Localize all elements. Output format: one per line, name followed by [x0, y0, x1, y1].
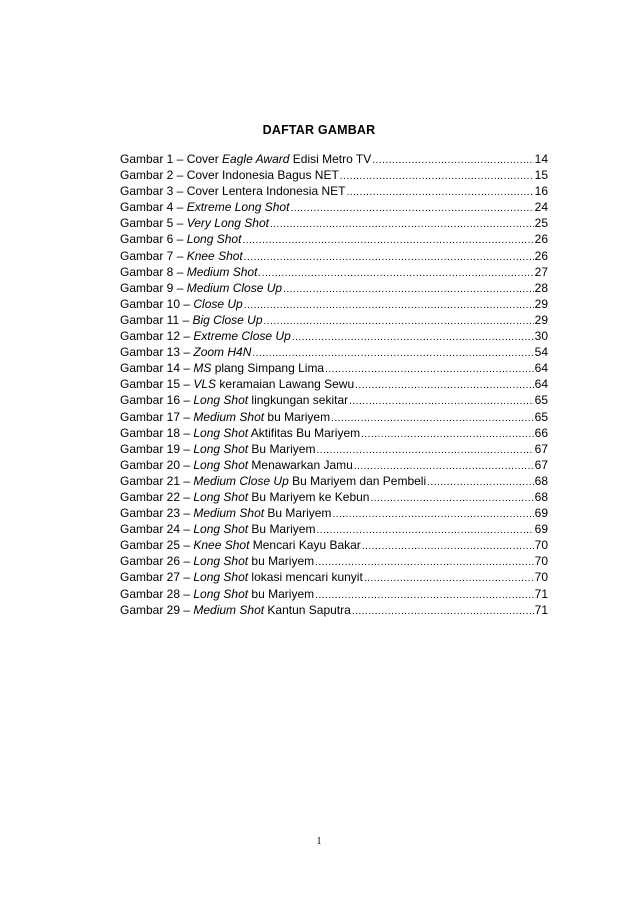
entry-suffix: Bu Mariyem ke Kebun [248, 489, 370, 504]
entry-page-number: 70 [534, 570, 548, 585]
list-item [120, 328, 548, 344]
entry-prefix: Gambar 19 – [120, 441, 194, 456]
entry-page-number: 64 [534, 377, 548, 392]
entry-italic-term: Long Shot [186, 232, 242, 247]
dot-leader [262, 266, 534, 282]
dot-leader [364, 571, 534, 587]
entry-label [120, 344, 251, 360]
dot-leader [346, 185, 533, 201]
entry-prefix: Gambar 9 – [120, 280, 187, 295]
page-number: 1 [316, 836, 322, 847]
page-title: DAFTAR GAMBAR [262, 123, 376, 137]
entry-italic-term: Long Shot [193, 522, 249, 537]
entry-prefix: Gambar 3 – Cover Lentera Indonesia NET [120, 184, 346, 199]
entry-label [120, 569, 363, 585]
entry-label [120, 231, 241, 247]
entry-page-number: 69 [534, 522, 548, 537]
dot-leader [349, 394, 533, 410]
entry-prefix: Gambar 26 – [120, 554, 194, 569]
list-item [120, 296, 548, 312]
entry-label [120, 441, 315, 457]
list-item [120, 602, 548, 618]
list-item [120, 231, 548, 247]
list-item [120, 425, 548, 441]
entry-italic-term: Medium Shot [193, 602, 265, 617]
entry-page-number: 16 [534, 184, 548, 199]
entry-page-number: 68 [534, 489, 548, 504]
entry-italic-term: Medium Shot [193, 506, 265, 521]
entry-suffix: keramaian Lawang Sewu [216, 377, 355, 392]
entry-suffix: plang Simpang Lima [211, 361, 325, 376]
list-item [120, 553, 548, 569]
entry-page-number: 70 [534, 538, 548, 553]
entry-prefix: Gambar 11 – [120, 312, 193, 327]
list-item [120, 183, 548, 199]
entry-suffix: Edisi Metro TV [289, 152, 372, 166]
entry-page-number: 54 [534, 345, 548, 360]
entry-label [120, 505, 331, 521]
dot-leader [355, 378, 533, 394]
list-item [120, 409, 548, 425]
dot-leader [372, 153, 533, 169]
entry-prefix: Gambar 8 – [120, 264, 187, 279]
entry-page-number: 26 [534, 232, 548, 247]
entry-italic-term: Very Long Shot [186, 216, 269, 231]
entry-suffix: . [257, 264, 261, 279]
list-item [120, 505, 548, 521]
list-item [120, 441, 548, 457]
entry-italic-term: Knee Shot [193, 538, 250, 553]
dot-leader [331, 411, 534, 427]
entry-prefix: Gambar 15 – [120, 377, 194, 392]
entry-page-number: 64 [534, 361, 548, 376]
entry-prefix: Gambar 29 – [120, 602, 194, 617]
entry-prefix: Gambar 17 – [120, 409, 194, 424]
entry-prefix: Gambar 14 – [120, 361, 194, 376]
list-item [120, 151, 548, 167]
entry-page-number: 71 [534, 602, 548, 617]
entry-prefix: Gambar 25 – [120, 538, 194, 553]
entry-page-number: 29 [534, 296, 548, 311]
entry-italic-term: Medium Shot [186, 264, 258, 279]
entry-prefix: Gambar 23 – [120, 506, 194, 521]
entry-page-number: 25 [534, 216, 548, 231]
entry-label [120, 312, 263, 328]
entry-label [120, 151, 371, 167]
entry-label [120, 264, 261, 280]
entry-label [120, 409, 330, 425]
entry-suffix: Bu Mariyem [248, 441, 316, 456]
entry-suffix: lokasi mencari kunyit [248, 570, 363, 585]
entry-page-number: 29 [534, 312, 548, 327]
list-item [120, 569, 548, 585]
entry-italic-term: Medium Close Up [193, 473, 289, 488]
entry-suffix: bu Mariyem [248, 586, 315, 601]
entry-label [120, 392, 348, 408]
entry-prefix: Gambar 22 – [120, 489, 194, 504]
list-item [120, 215, 548, 231]
entry-italic-term: Long Shot [193, 586, 249, 601]
dot-leader [283, 282, 534, 298]
entry-suffix: bu Mariyem [264, 409, 331, 424]
dot-leader [290, 201, 533, 217]
entry-page-number: 15 [534, 168, 548, 183]
list-item [120, 167, 548, 183]
dot-leader [361, 427, 534, 443]
entry-label [120, 602, 351, 618]
entry-page-number: 30 [534, 329, 548, 344]
figure-list [120, 151, 548, 618]
entry-italic-term: Medium Close Up [186, 280, 283, 295]
dot-leader [264, 314, 534, 330]
entry-italic-term: Long Shot [193, 570, 249, 585]
list-item [120, 264, 548, 280]
entry-label [120, 425, 360, 441]
list-item [120, 586, 548, 602]
entry-page-number: 69 [534, 506, 548, 521]
entry-label [120, 521, 315, 537]
entry-italic-term: Long Shot [193, 393, 249, 408]
entry-page-number: 71 [534, 586, 548, 601]
dot-leader [244, 298, 534, 314]
entry-label [120, 280, 282, 296]
dot-leader [370, 491, 533, 507]
entry-suffix: bu Mariyem [248, 554, 315, 569]
entry-label [120, 215, 269, 231]
entry-page-number: 65 [534, 393, 548, 408]
entry-prefix: Gambar 1 – Cover [120, 152, 223, 166]
list-item [120, 457, 548, 473]
entry-italic-term: Extreme Long Shot [186, 200, 290, 215]
dot-leader [292, 330, 534, 346]
entry-prefix: Gambar 4 – [120, 200, 187, 215]
entry-prefix: Gambar 5 – [120, 216, 187, 231]
entry-page-number: 70 [534, 554, 548, 569]
entry-prefix: Gambar 18 – [120, 425, 194, 440]
entry-label [120, 328, 291, 344]
entry-page-number: 26 [534, 248, 548, 263]
entry-italic-term: Long Shot [193, 457, 249, 472]
entry-label [120, 586, 314, 602]
entry-page-number: 67 [534, 457, 548, 472]
entry-italic-term: Big Close Up [192, 312, 263, 327]
entry-prefix: Gambar 7 – [120, 248, 187, 263]
dot-leader [325, 362, 534, 378]
entry-prefix: Gambar 28 – [120, 586, 194, 601]
entry-prefix: Gambar 12 – [120, 329, 194, 344]
list-item [120, 360, 548, 376]
entry-italic-term: MS [193, 361, 212, 376]
entry-prefix: Gambar 20 – [120, 457, 194, 472]
dot-leader [427, 475, 534, 491]
list-item [120, 521, 548, 537]
entry-prefix: Gambar 13 – [120, 345, 194, 360]
entry-prefix: Gambar 16 – [120, 393, 194, 408]
list-item [120, 537, 548, 553]
entry-label [120, 199, 289, 215]
entry-italic-term: VLS [193, 377, 217, 392]
entry-suffix: Bu Mariyem [248, 522, 316, 537]
entry-suffix: Aktifitas Bu Mariyem [248, 425, 361, 440]
list-item [120, 392, 548, 408]
entry-page-number: 14 [534, 152, 548, 166]
entry-italic-term: Zoom H4N [193, 345, 252, 360]
entry-suffix: Bu Mariyem dan Pembeli [288, 473, 427, 488]
entry-label [120, 537, 361, 553]
dot-leader [352, 604, 534, 620]
entry-prefix: Gambar 21 – [120, 473, 194, 488]
dot-leader [332, 507, 533, 523]
list-item [120, 344, 548, 360]
entry-label [120, 248, 243, 264]
entry-page-number: 68 [534, 473, 548, 488]
dot-leader [270, 217, 534, 233]
entry-page-number: 28 [534, 280, 548, 295]
entry-suffix: Menawarkan Jamu [248, 457, 353, 472]
list-item [120, 489, 548, 505]
entry-italic-term: Knee Shot [186, 248, 243, 263]
entry-italic-term: Long Shot [193, 554, 249, 569]
entry-prefix: Gambar 24 – [120, 522, 194, 537]
entry-prefix: Gambar 6 – [120, 232, 187, 247]
entry-page-number: 66 [534, 425, 548, 440]
entry-italic-term: Extreme Close Up [193, 329, 291, 344]
entry-suffix: lingkungan sekitar [248, 393, 349, 408]
list-item [120, 312, 548, 328]
entry-page-number: 27 [534, 264, 548, 279]
entry-prefix: Gambar 27 – [120, 570, 194, 585]
entry-prefix: Gambar 10 – [120, 296, 194, 311]
entry-page-number: 65 [534, 409, 548, 424]
entry-label [120, 473, 426, 489]
entry-label [120, 167, 339, 183]
entry-label [120, 457, 353, 473]
entry-italic-term: Long Shot [193, 489, 249, 504]
entry-italic-term: Long Shot [193, 425, 249, 440]
dot-leader [362, 539, 534, 555]
list-item [120, 280, 548, 296]
dot-leader [340, 169, 534, 185]
entry-suffix: Kantun Saputra [264, 602, 351, 617]
entry-label [120, 296, 243, 312]
entry-label [120, 489, 369, 505]
entry-page-number: 24 [534, 200, 548, 215]
dot-leader [244, 250, 534, 266]
entry-label [120, 360, 324, 376]
entry-italic-term: Long Shot [193, 441, 249, 456]
entry-label [120, 183, 345, 199]
list-item [120, 473, 548, 489]
entry-page-number: 67 [534, 441, 548, 456]
dot-leader [242, 233, 533, 249]
entry-suffix: Bu Mariyem [264, 506, 332, 521]
list-item [120, 376, 548, 392]
entry-prefix: Gambar 2 – Cover Indonesia Bagus NET [120, 168, 339, 183]
list-item [120, 248, 548, 264]
entry-suffix: Mencari Kayu Bakar [249, 538, 361, 553]
list-item [120, 199, 548, 215]
entry-italic-term: Medium Shot [193, 409, 265, 424]
entry-label [120, 376, 354, 392]
entry-italic-term: Close Up [193, 296, 243, 311]
entry-label [120, 553, 314, 569]
entry-italic-term: Eagle Award [222, 152, 290, 166]
